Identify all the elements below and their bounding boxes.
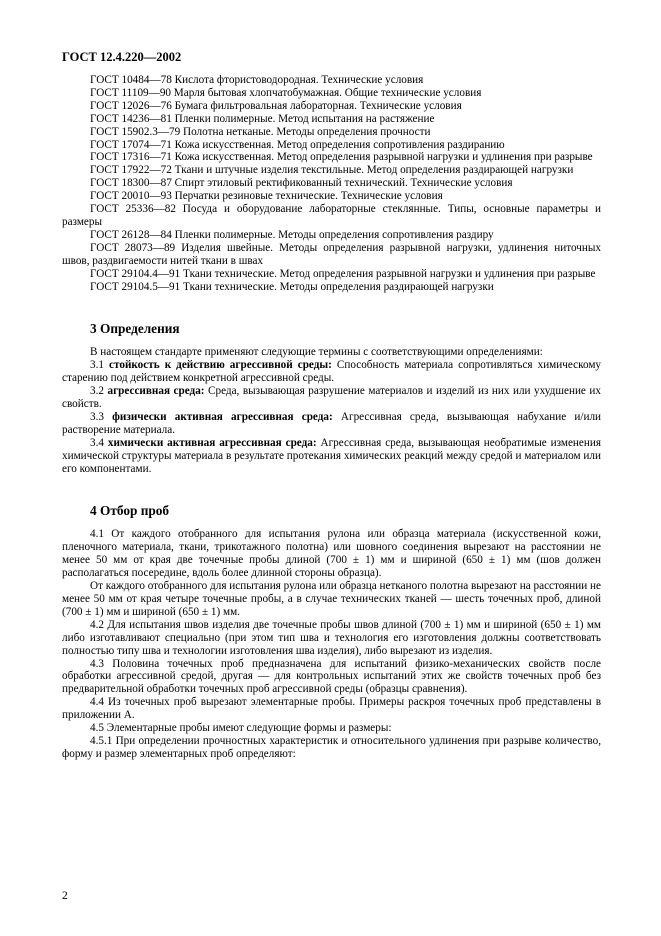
reference-item: ГОСТ 11109—90 Марля бытовая хлопчатобумажная. Общие технические условия [90, 86, 482, 99]
definition-term: стойкость к действию агрессивной среды: [109, 359, 332, 372]
section-4-sampling [62, 528, 601, 760]
definition-text: Среда, вызывающая разрушение материалов и изделий из них или ухудшение их свойств. [62, 385, 601, 411]
section-3-intro: В настоящем стандарте применяют следующие термины с соответствующими определениями: [90, 346, 543, 359]
reference-item: ГОСТ 14236—81 Пленки полимерные. Метод испытания на растяжение [90, 112, 435, 125]
section-paragraph: 4.2 Для испытания швов изделия две точечные пробы швов длиной (700 ± 1) мм и шириной (650 ± 1) мм либо изготавливают специально (при этом тип шва и технология его изготовления должны соответствовать полностью типу шва и технологии изготовления шва изделия), либо вырезают из изделия. [62, 618, 601, 657]
section-3-definitions [62, 346, 601, 475]
definition-number: 3.1 [90, 359, 104, 372]
definition-item [62, 411, 601, 437]
definition-term: химически активная агрессивная среда: [107, 436, 317, 449]
reference-item: ГОСТ 15902.3—79 Полотна нетканые. Методы определения прочности [90, 125, 431, 138]
page-number: 2 [62, 890, 68, 902]
definition-text: Агрессивная среда, вызывающая набухание и/или растворение материала. [62, 410, 602, 436]
section-paragraph: 4.5 Элементарные пробы имеют следующие формы и размеры: [90, 722, 392, 735]
definition-item [62, 359, 601, 385]
section-paragraph: 4.3 Половина точечных проб предназначена для испытаний физико-механических свойств после обработки агрессивной средой, другая — для контрольных испытаний этих же свойств точечных проб без предварительной обработки точечных проб агрессивной среды (образцы сравнения). [62, 657, 601, 696]
reference-item: ГОСТ 28073—89 Изделия швейные. Методы определения разрывной нагрузки, удлинения ниточных швов, раздвигаемости нитей ткани в швах [62, 241, 601, 267]
section-4-heading: 4 Отбор проб [90, 503, 170, 519]
definition-text: Способность материала сопротивляться химическому старению под действием конкретной агрессивной среды. [62, 359, 602, 385]
section-paragraph: 4.1 От каждого отобранного для испытания рулона или образца материала (искусственной кожи, пленочного материала, ткани, трикотажного полотна) или шовного соединения вырезают на расстоянии не менее 50 мм от края две точечные пробы длиной (700 ± 1) мм и шириной (650 ± 1) мм (шов должен располагаться посередине, вдоль более длинной стороны образца). [62, 528, 601, 580]
definition-item [62, 437, 601, 476]
section-paragraph: 4.4 Из точечных проб вырезают элементарные пробы. Примеры раскроя точечных проб представлены в приложении А. [62, 696, 601, 722]
reference-item: ГОСТ 17316—71 Кожа искусственная. Метод определения разрывной нагрузки и удлинения при разрыве [90, 151, 593, 164]
document-body [62, 74, 601, 761]
definition-number: 3.4 [90, 436, 104, 449]
section-paragraph: От каждого отобранного для испытания рулона или образца нетканого полотна вырезают на расстоянии не менее 50 мм от края четыре точечные пробы, а в случае технических тканей — шесть точечных проб, длиной (700 ± 1) мм и шириной (650 ± 1) мм. [62, 580, 601, 618]
document-header: ГОСТ 12.4.220—2002 [62, 50, 182, 64]
reference-item: ГОСТ 20010—93 Перчатки резиновые технические. Технические условия [90, 190, 443, 203]
reference-item: ГОСТ 10484—78 Кислота фтористоводородная. Технические условия [90, 74, 424, 86]
normative-references-list [62, 74, 601, 293]
definition-item [62, 385, 601, 411]
reference-item: ГОСТ 18300—87 Спирт этиловый ректификованный технический. Технические условия [90, 177, 513, 190]
reference-item: ГОСТ 26128—84 Пленки полимерные. Методы определения сопротивления раздиру [90, 228, 494, 241]
definition-term: агрессивная среда: [107, 385, 205, 398]
reference-item: ГОСТ 29104.4—91 Ткани технические. Метод определения разрывной нагрузки и удлинения при разрыве [90, 267, 596, 280]
reference-item: ГОСТ 29104.5—91 Ткани технические. Методы определения раздирающей нагрузки [90, 280, 494, 293]
definition-number: 3.2 [90, 385, 104, 398]
definition-number: 3.3 [90, 410, 104, 423]
reference-item: ГОСТ 12026—76 Бумага фильтровальная лабораторная. Технические условия [90, 99, 462, 112]
definition-text: Агрессивная среда, вызывающая необратимые изменения химической структуры материала в результате протекания химических реакций между средой и материалом или его компонентами. [62, 436, 601, 475]
section-3-heading: 3 Определения [90, 321, 180, 337]
definition-term: физически активная агрессивная среда: [112, 410, 333, 423]
reference-item: ГОСТ 17074—71 Кожа искусственная. Метод определения сопротивления раздиранию [90, 138, 505, 151]
section-paragraph: 4.5.1 При определении прочностных характеристик и относительного удлинения при разрыве количество, форму и размер элементарных проб определяют: [62, 734, 601, 760]
reference-item: ГОСТ 17922—72 Ткани и штучные изделия текстильные. Метод определения раздирающей нагрузки [90, 164, 574, 177]
reference-item: ГОСТ 25336—82 Посуда и оборудование лабораторные стеклянные. Типы, основные параметры и размеры [62, 203, 601, 228]
